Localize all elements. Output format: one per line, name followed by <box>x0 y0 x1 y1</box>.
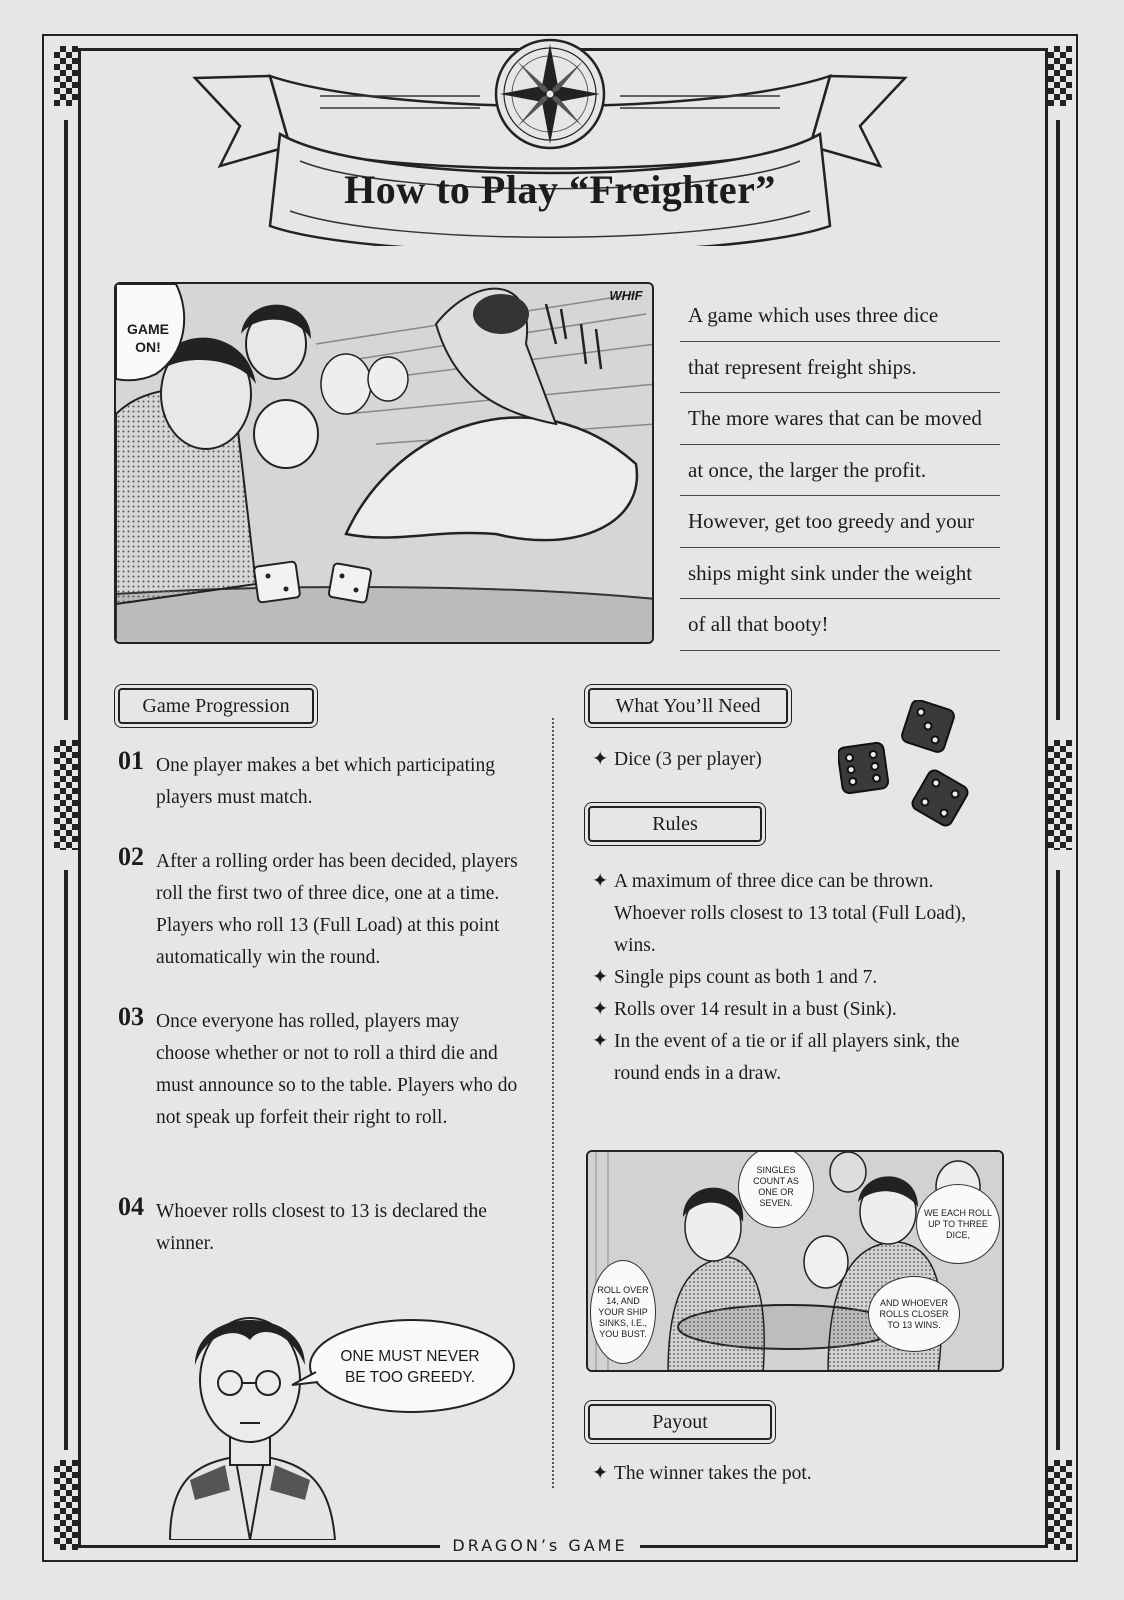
checker-border-bottom-right <box>1048 1460 1072 1550</box>
bullet-star-icon: ✦ <box>592 749 609 770</box>
bullet-star-icon: ✦ <box>592 871 609 892</box>
intro-description <box>680 290 1000 651</box>
checker-border-mid-right <box>1048 740 1072 850</box>
list-item: ✦ Dice (3 per player) <box>592 744 832 776</box>
footer-label: DRAGON’s GAME <box>440 1536 640 1555</box>
panel-illustration-dice-throw <box>116 284 654 644</box>
compass-icon <box>496 40 604 148</box>
checker-border-top-right <box>1048 46 1072 106</box>
step-number: 03 <box>118 1002 144 1031</box>
speech-bubble-roll-over: ROLL OVER 14, AND YOUR SHIP SINKS, I.E., YOU BUST. <box>590 1260 656 1364</box>
speech-bubble-game-on: GAME ON! <box>127 321 169 355</box>
intro-line: However, get too greedy and your <box>680 496 1000 548</box>
list-item: ✦ In the event of a tie or if all players sink, the round ends in a draw. <box>592 1026 1002 1090</box>
list-item: ✦ The winner takes the pot. <box>592 1458 992 1490</box>
what-youll-need-heading: What You’ll Need <box>588 688 788 724</box>
step-item <box>118 1192 518 1260</box>
top-manga-panel <box>114 282 654 644</box>
speech-bubble-each-roll: WE EACH ROLL UP TO THREE DICE, <box>916 1184 1000 1264</box>
speech-bubble-singles: SINGLES COUNT AS ONE OR SEVEN. <box>738 1150 814 1228</box>
step-number: 02 <box>118 842 144 871</box>
what-youll-need-list <box>592 744 832 776</box>
sound-effect-text: WHIF <box>609 288 643 303</box>
bullet-star-icon: ✦ <box>592 1031 609 1052</box>
speech-bubble-greedy-text: ONE MUST NEVER BE TOO GREEDY. <box>340 1348 480 1386</box>
rules-heading: Rules <box>588 806 762 842</box>
intro-line: at once, the larger the profit. <box>680 445 1000 497</box>
rules-list <box>592 866 1002 1090</box>
column-divider <box>552 718 554 1488</box>
side-bar-left <box>64 120 68 720</box>
checker-border-bottom-left <box>54 1460 78 1550</box>
step-item <box>118 842 518 974</box>
intro-line: The more wares that can be moved <box>680 393 1000 445</box>
step-text: One player makes a bet which participating players must match. <box>156 755 495 808</box>
bullet-star-icon: ✦ <box>592 967 609 988</box>
list-item: ✦ Rolls over 14 result in a bust (Sink). <box>592 994 1002 1026</box>
step-item <box>118 746 518 814</box>
side-bar-left-lower <box>64 870 68 1450</box>
three-dice-illustration <box>838 700 988 840</box>
game-progression-heading: Game Progression <box>118 688 314 724</box>
step-number: 04 <box>118 1192 144 1221</box>
step-item <box>118 1002 518 1134</box>
step-text: Whoever rolls closest to 13 is declared the winner. <box>156 1201 487 1254</box>
step-text: After a rolling order has been decided, players roll the first two of three dice, one at a time. Players who roll 13 (Full Load) at this point automatically win the round. <box>156 851 518 968</box>
list-item: ✦ Single pips count as both 1 and 7. <box>592 962 1002 994</box>
intro-line: ships might sink under the weight <box>680 548 1000 600</box>
intro-line: of all that booty! <box>680 599 1000 651</box>
checker-border-top-left <box>54 46 78 106</box>
list-item: ✦ A maximum of three dice can be thrown. Whoever rolls closest to 13 total (Full Load), wins. <box>592 866 1002 962</box>
step-text: Once everyone has rolled, players may choose whether or not to roll a third die and must announce so to the table. Players who do not speak up forfeit their right to roll. <box>156 1011 518 1128</box>
bullet-star-icon: ✦ <box>592 1463 609 1484</box>
page-title: How to Play “Freighter” <box>344 167 776 212</box>
step-number: 01 <box>118 746 144 775</box>
bottom-manga-panel <box>586 1150 1004 1372</box>
speech-bubble-whoever: AND WHOEVER ROLLS CLOSER TO 13 WINS. <box>868 1276 960 1352</box>
bullet-star-icon: ✦ <box>592 999 609 1020</box>
title-ribbon-banner <box>190 36 910 246</box>
checker-border-mid-left <box>54 740 78 850</box>
side-bar-right <box>1056 120 1060 720</box>
intro-line: that represent freight ships. <box>680 342 1000 394</box>
payout-list <box>592 1458 992 1490</box>
intro-line: A game which uses three dice <box>680 290 1000 342</box>
side-bar-right-lower <box>1056 870 1060 1450</box>
payout-heading: Payout <box>588 1404 772 1440</box>
